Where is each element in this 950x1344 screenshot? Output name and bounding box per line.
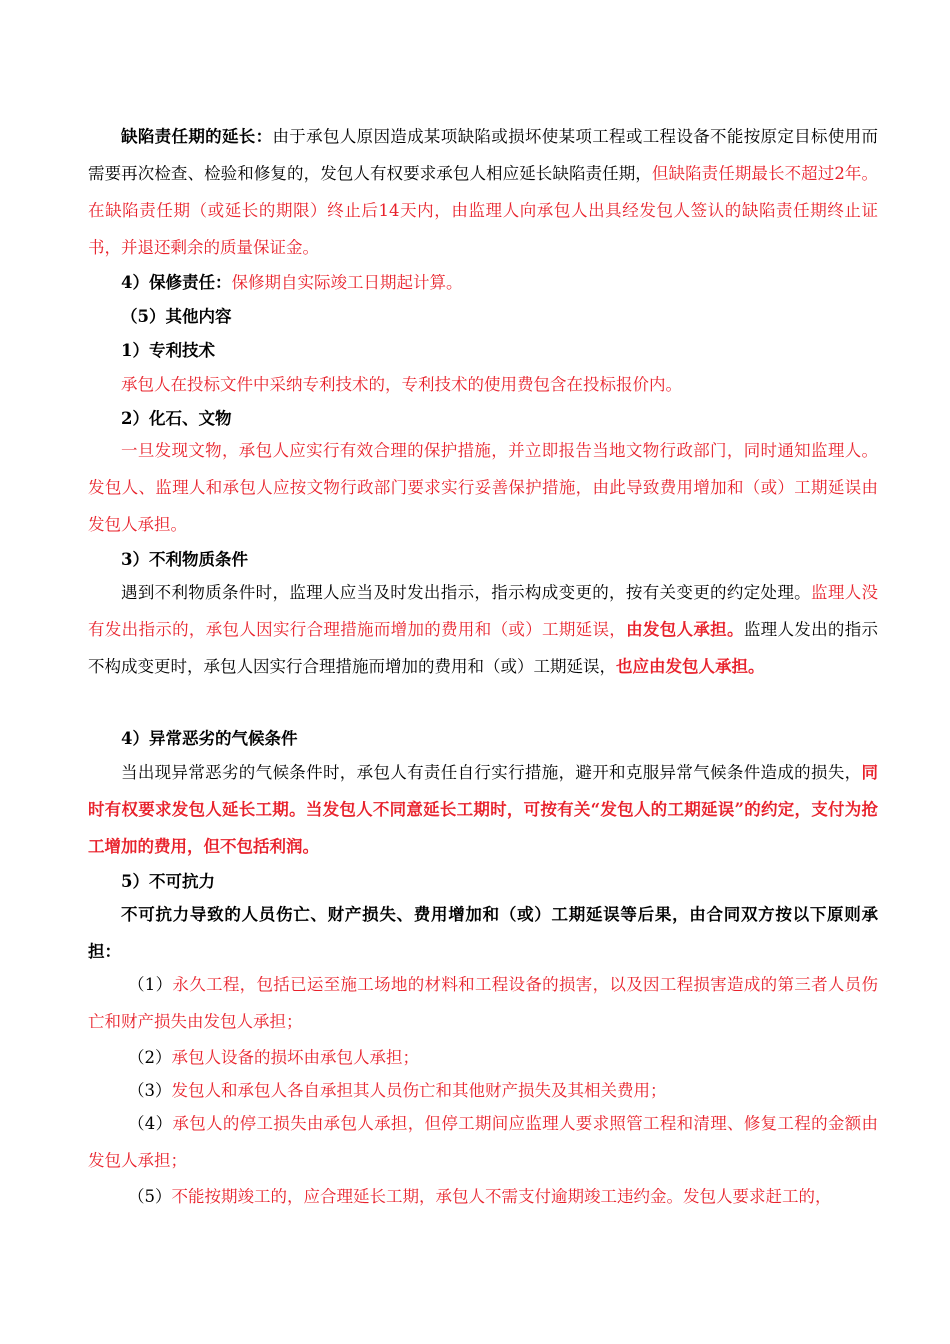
list-item-4 [88,1105,878,1179]
paragraph-adverse-conditions [88,574,878,685]
paragraph-patent: 承包人在投标文件中采纳专利技术的，专利技术的使用费包含在投标报价内。 [121,375,682,394]
list-item-3 [88,1072,878,1109]
subheading-adverse-conditions: 3）不利物质条件 [121,550,248,569]
text-red: 监理人没有发出指示的，承包人因实行合理措施而增加的费用和（或）工期延误， [88,583,879,639]
list-number: （1） [128,975,173,994]
list-text: 承包人的停工损失由承包人承担，但停工期间应监理人要求照管工程和清理、修复工程的金额由发包人承担； [88,1114,879,1170]
list-item-1 [88,966,878,1040]
list-item-5 [88,1178,878,1215]
subheading-weather: 4）异常恶劣的气候条件 [121,729,298,748]
text-black: 遇到不利物质条件时，监理人应当及时发出指示，指示构成变更的，按有关变更的约定处理。 [121,583,812,602]
list-text: 发包人和承包人各自承担其人员伤亡和其他财产损失及其相关费用； [171,1081,667,1100]
subheading-force-majeure: 5）不可抗力 [121,872,215,891]
paragraph-fossils: 一旦发现文物，承包人应实行有效合理的保护措施，并立即报告当地文物行政部门，同时通知监理人。发包人、监理人和承包人应按文物行政部门要求实行妥善保护措施，由此导致费用增加和（或）工期延误由发包人承担。 [88,441,878,534]
list-number: （3） [128,1081,172,1100]
text-red: 保修期自实际竣工日期起计算。 [231,273,463,292]
paragraph-force-majeure-intro: 不可抗力导致的人员伤亡、财产损失、费用增加和（或）工期延误等后果，由合同双方按以下原则承担： [88,905,878,961]
list-text: 承包人设备的损坏由承包人承担； [171,1048,419,1067]
list-number: （2） [128,1048,172,1067]
text-bold-red: 同时有权要求发包人延长工期。当发包人不同意延长工期时，可按有关“发包人的工期延误”的约定，支付为抢工增加的费用，但不包括利润。 [88,763,878,856]
list-text: 不能按期竣工的，应合理延长工期，承包人不需支付逾期竣工违约金。发包人要求赶工的， [171,1187,832,1206]
text-bold-red: 也应由发包人承担。 [616,657,765,676]
text-black: 监理人发出的指示不构成变更时，承包人因实行合理措施而增加的费用和（或）工期延误， [88,620,879,676]
text-red: 但缺陷责任期最长不超过2年。在缺陷责任期（或延长的期限）终止后14天内，由监理人向承包人出具经发包人签认的缺陷责任期终止证书，并退还剩余的质量保证金。 [88,164,879,257]
text-black: 由于承包人原因造成某项缺陷或损坏使某项工程或工程设备不能按原定目标使用而需要再次检查、检验和修复的，发包人有权要求承包人相应延长缺陷责任期， [88,127,879,183]
list-number: （5） [128,1187,172,1206]
paragraph-warranty [88,264,878,301]
list-text: 永久工程，包括已运至施工场地的材料和工程设备的损害，以及因工程损害造成的第三者人员伤亡和财产损失由发包人承担； [88,975,879,1031]
paragraph-weather [88,754,878,865]
subheading-fossils: 2）化石、文物 [121,409,232,428]
paragraph-defect-extension [88,118,878,266]
heading-inline: 缺陷责任期的延长： [121,127,273,146]
list-item-2 [88,1039,878,1076]
text-black: 当出现异常恶劣的气候条件时，承包人有责任自行实行措施，避开和克服异常气候条件造成的损失， [121,763,862,782]
text-bold-red: 由发包人承担。 [626,620,744,639]
heading-inline: 4）保修责任： [121,273,232,292]
list-number: （4） [128,1114,173,1133]
section-heading-other: （5）其他内容 [121,307,232,326]
subheading-patent: 1）专利技术 [121,341,215,360]
